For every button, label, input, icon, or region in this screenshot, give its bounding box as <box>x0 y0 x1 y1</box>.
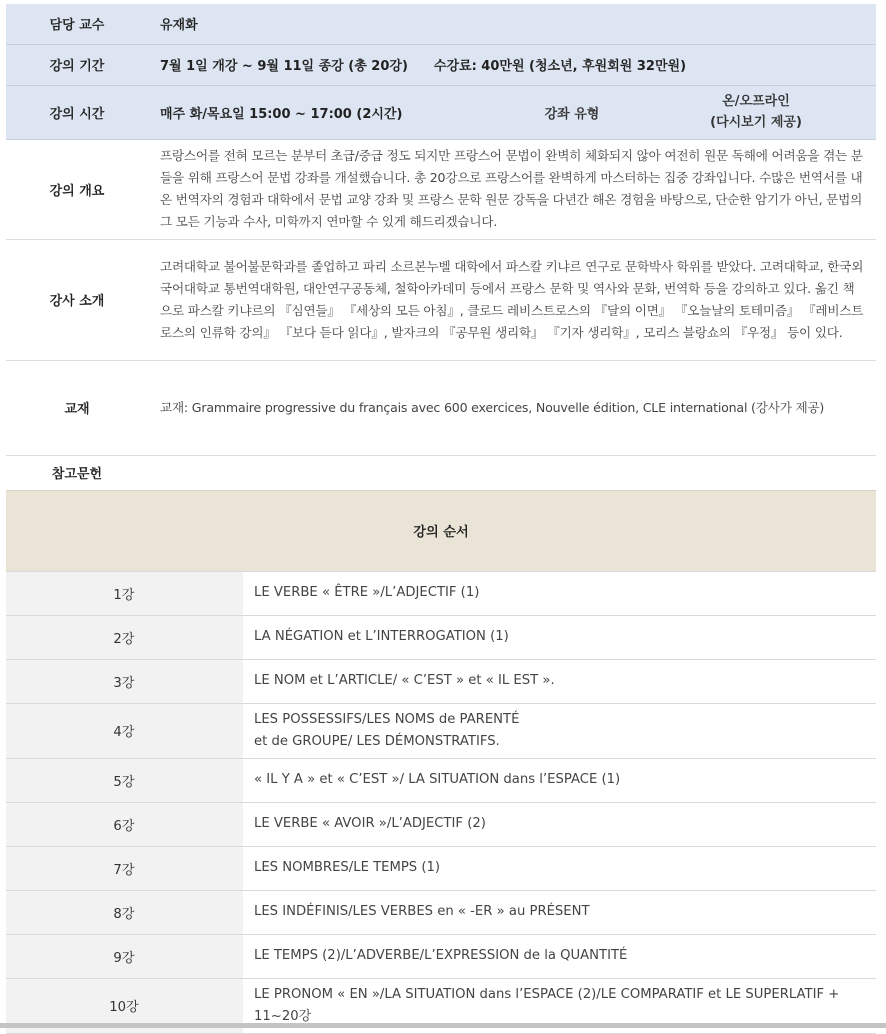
lesson-row-4 <box>6 703 876 758</box>
overview-text: 프랑스어를 전혀 모르는 분부터 초급/중급 정도 되지만 프랑스어 문법이 완벽히 체화되지 않아 여전히 원문 독해에 어려움을 겪는 분들을 위해 프랑스어 문법 강좌를 개설했습니다. 총 20강으로 프랑스어를 완벽하게 마스터하는 집중 강좌입니다. 수많은 번역서를 내온 번역자의 경험과 대학에서 문법 교양 강좌 및 프랑스 문학 원문 강독을 다년간 해온 경험을 바탕으로, 단순한 암기가 아닌, 문법의 그 모든 기능과 수사, 미학까지 연마할 수 있게 해드리겠습니다. <box>148 139 876 239</box>
lesson-title-continued: 11~20강 <box>254 1008 312 1024</box>
lesson-title-cell <box>243 703 876 758</box>
lesson-title: LA NÉGATION et L’INTERROGATION (1) <box>243 615 876 659</box>
lesson-title: LE PRONOM « EN »/LA SITUATION dans l’ESPACE (2)/LE COMPARATIF et LE SUPERLATIF + <box>254 986 840 1002</box>
lesson-row-6 <box>6 802 876 846</box>
reference-label: 참고문헌 <box>6 455 148 490</box>
lesson-number: 1강 <box>6 571 243 615</box>
time-label: 강의 시간 <box>6 85 148 139</box>
lesson-number: 6강 <box>6 802 243 846</box>
type-label: 강좌 유형 <box>508 85 636 139</box>
lesson-number: 8강 <box>6 890 243 934</box>
lesson-number: 4강 <box>6 703 243 758</box>
lesson-title: LE NOM et L’ARTICLE/ « C’EST » et « IL EST ». <box>243 659 876 703</box>
professor-label: 담당 교수 <box>6 4 148 44</box>
period-value-cell <box>148 44 876 85</box>
row-period <box>6 44 876 85</box>
lesson-row-5 <box>6 758 876 802</box>
lesson-title-continued: et de GROUPE/ LES DÉMONSTRATIFS. <box>254 733 500 749</box>
lesson-row-1 <box>6 571 876 615</box>
lesson-title: LE TEMPS (2)/L’ADVERBE/L’EXPRESSION de la QUANTITÉ <box>243 934 876 978</box>
textbook-text: 교재: Grammaire progressive du français avec 600 exercices, Nouvelle édition, CLE international (강사가 제공) <box>148 360 876 455</box>
type-value-cell <box>636 85 876 139</box>
type-value-1: 온/오프라인 <box>722 94 790 109</box>
lesson-order-header-row <box>6 490 876 571</box>
lesson-title: LES INDÉFINIS/LES VERBES en « -ER » au PRÉSENT <box>243 890 876 934</box>
instructor-label: 강사 소개 <box>6 239 148 360</box>
row-reference <box>6 455 876 490</box>
horizontal-scrollbar[interactable] <box>0 1023 886 1028</box>
lesson-number: 2강 <box>6 615 243 659</box>
professor-value: 유재화 <box>148 4 876 44</box>
lesson-title: « IL Y A » et « C’EST »/ LA SITUATION dans l’ESPACE (1) <box>243 758 876 802</box>
lesson-row-2 <box>6 615 876 659</box>
lesson-title: LES NOMBRES/LE TEMPS (1) <box>243 846 876 890</box>
textbook-label: 교재 <box>6 360 148 455</box>
course-page <box>6 4 876 1034</box>
lesson-number: 10강 <box>6 978 243 1033</box>
row-time <box>6 85 876 139</box>
lesson-row-7 <box>6 846 876 890</box>
row-instructor <box>6 239 876 360</box>
lesson-title: LES POSSESSIFS/LES NOMS de PARENTÉ <box>254 711 520 727</box>
lesson-title: LE VERBE « AVOIR »/L’ADJECTIF (2) <box>243 802 876 846</box>
instructor-text: 고려대학교 불어불문학과를 졸업하고 파리 소르본누벨 대학에서 파스칼 키냐르 연구로 문학박사 학위를 받았다. 고려대학교, 한국외국어대학교 통번역대학원, 대안연구공동체, 철학아카데미 등에서 프랑스 문학 및 역사와 문화, 번역학 등을 강의하고 있다. 옮긴 책으로 파스칼 키냐르의 『심연들』 『세상의 모든 아침』, 클로드 레비스트로스의 『달의 이면』 『오늘날의 토테미즘』 『레비스트로스의 인류학 강의』 『보다 듣다 읽다』, 발자크의 『공무원 생리학』 『기자 생리학』, 모리스 블랑쇼의 『우정』 등이 있다. <box>148 239 876 360</box>
lesson-row-9 <box>6 934 876 978</box>
fee-value: 수강료: 40만원 (청소년, 후원회원 32만원) <box>433 59 687 74</box>
lesson-number: 7강 <box>6 846 243 890</box>
row-professor <box>6 4 876 44</box>
lesson-number: 3강 <box>6 659 243 703</box>
lesson-row-8 <box>6 890 876 934</box>
row-overview <box>6 139 876 239</box>
period-label: 강의 기간 <box>6 44 148 85</box>
time-value: 매주 화/목요일 15:00 ~ 17:00 (2시간) <box>148 85 508 139</box>
period-value: 7월 1일 개강 ~ 9월 11일 종강 (총 20강) <box>160 59 408 74</box>
type-value-2: (다시보기 제공) <box>710 115 802 130</box>
lesson-order-heading: 강의 순서 <box>6 490 876 571</box>
lesson-number: 9강 <box>6 934 243 978</box>
reference-value <box>148 455 876 490</box>
lesson-order-table <box>6 490 876 1034</box>
lesson-title: LE VERBE « ÊTRE »/L’ADJECTIF (1) <box>243 571 876 615</box>
row-textbook <box>6 360 876 455</box>
lesson-number: 5강 <box>6 758 243 802</box>
overview-label: 강의 개요 <box>6 139 148 239</box>
lesson-row-3 <box>6 659 876 703</box>
course-info-table <box>6 4 876 490</box>
